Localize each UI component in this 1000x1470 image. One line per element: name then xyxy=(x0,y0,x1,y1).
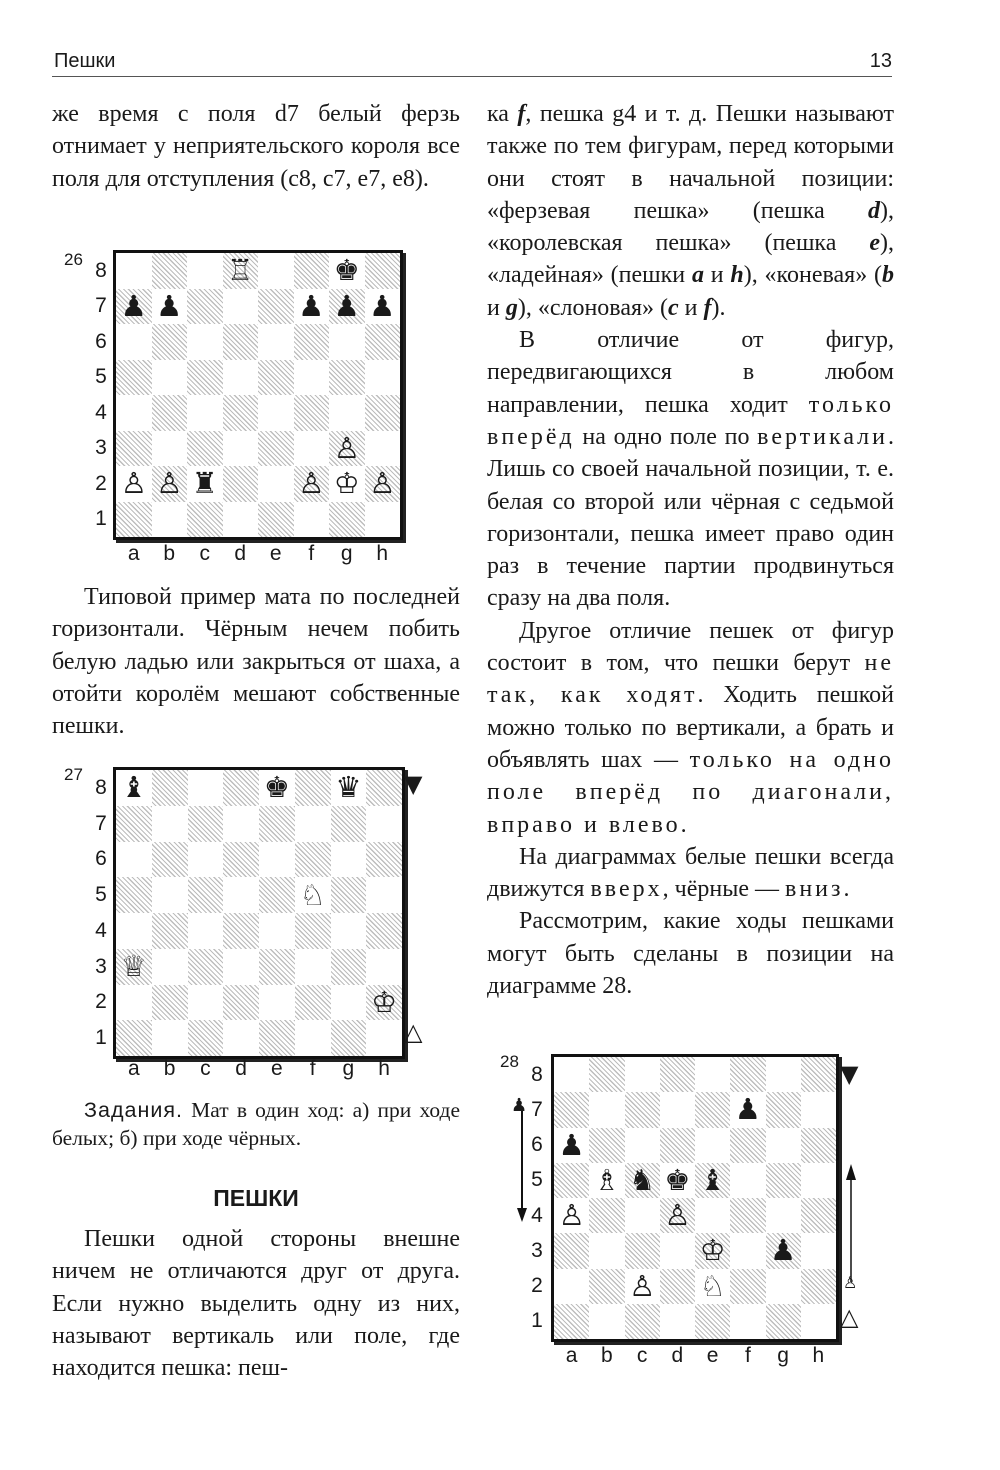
white-pawn-direction-icon: ♙ xyxy=(843,1273,858,1292)
diagram-number: 28 xyxy=(500,1052,519,1071)
rank-label: 8 xyxy=(95,258,107,282)
file-label: f xyxy=(744,1344,751,1367)
file-label: d xyxy=(671,1344,684,1367)
file-label: g xyxy=(777,1344,789,1367)
chess-piece: ♙ xyxy=(664,1198,691,1233)
file-label: e xyxy=(706,1344,719,1367)
chess-piece: ♟ xyxy=(558,1127,585,1162)
file-label: f xyxy=(309,1057,316,1080)
file-label: e xyxy=(269,542,282,565)
file-label: b xyxy=(601,1344,613,1367)
rank-label: 2 xyxy=(95,990,107,1014)
rank-label: 3 xyxy=(95,954,107,978)
task-label: Задания. xyxy=(84,1098,183,1122)
rank-label: 1 xyxy=(95,507,107,531)
chess-piece: ♙ xyxy=(558,1198,585,1233)
file-label: d xyxy=(234,542,247,565)
chess-piece: ♞ xyxy=(629,1162,656,1197)
paragraph: Другое отличие пешек от фигур состоит в том, что пешки берут не так, как ходят. Ходить пешкой можно только по вертикали, а брать и объявлять шах — только на одно поле вперёд по диагонали, вправо и влево. xyxy=(487,617,895,838)
rank-label: 5 xyxy=(95,365,107,389)
rank-label: 8 xyxy=(531,1062,543,1086)
rank-label: 5 xyxy=(531,1168,543,1192)
chess-piece: ♙ xyxy=(298,466,325,501)
chess-piece: ♙ xyxy=(369,466,396,501)
black-to-move-marker: ▼ xyxy=(404,770,423,798)
rank-label: 4 xyxy=(531,1203,543,1227)
file-label: g xyxy=(342,1057,355,1080)
rank-label: 2 xyxy=(531,1274,543,1298)
file-label: h xyxy=(376,542,389,565)
file-label: c xyxy=(199,542,210,565)
rank-label: 7 xyxy=(95,294,107,318)
chess-piece: ♖ xyxy=(227,253,254,288)
chess-piece: ♟ xyxy=(734,1092,761,1127)
chess-piece: ♟ xyxy=(770,1233,797,1268)
paragraph: ка f, пешка g4 и т. д. Пешки называют также по тем фигурам, перед которыми они стоят в начальной позиции: «ферзевая пешка» (пешка d), «королевская пешка» (пешка e), «ладейная» (пешки a и h), «коневая» (b и g), «слоновая» (c и f). xyxy=(487,101,894,321)
task-text: Мат в один ход: а) при ходе белых; б) при ходе чёрных. xyxy=(52,1098,460,1150)
chess-piece: ♝ xyxy=(120,770,147,805)
file-label: h xyxy=(812,1344,825,1367)
chess-piece: ♔ xyxy=(699,1233,726,1268)
paragraph: же время с поля d7 белый ферзь отнимает у неприятельского короля все поля для отступления (c8, c7, e7, e8). xyxy=(52,101,460,192)
file-label: b xyxy=(163,542,176,565)
rank-label: 8 xyxy=(95,775,107,799)
file-label: c xyxy=(636,1344,648,1367)
chess-piece: ♕ xyxy=(120,949,147,984)
chess-piece: ♟ xyxy=(298,288,325,323)
paragraph: На диаграммах белые пешки всегда движутся вверх, чёрные — вниз. xyxy=(487,843,894,903)
rank-label: 4 xyxy=(95,918,107,942)
chess-piece: ♛ xyxy=(335,770,362,805)
file-label: c xyxy=(200,1057,211,1080)
file-label: a xyxy=(127,542,140,565)
rank-label: 6 xyxy=(531,1133,543,1157)
chess-piece: ♗ xyxy=(593,1162,620,1197)
rank-label: 6 xyxy=(95,847,107,871)
chess-piece: ♘ xyxy=(699,1268,726,1303)
file-label: f xyxy=(308,542,315,565)
file-label: d xyxy=(235,1057,247,1080)
chess-piece: ♟ xyxy=(333,288,360,323)
chess-piece: ♟ xyxy=(120,288,147,323)
file-label: b xyxy=(163,1057,176,1080)
page-number: 13 xyxy=(869,50,892,72)
rank-label: 7 xyxy=(531,1097,543,1121)
file-label: e xyxy=(271,1057,283,1080)
section-heading: ПЕШКИ xyxy=(213,1185,299,1211)
chess-piece: ♝ xyxy=(699,1162,726,1197)
rank-label: 2 xyxy=(95,471,107,495)
arrowhead-down xyxy=(517,1208,527,1222)
diagram-number: 27 xyxy=(64,765,83,784)
chess-piece: ♔ xyxy=(333,466,360,501)
rank-label: 1 xyxy=(95,1026,107,1050)
white-to-move-marker: △ xyxy=(840,1303,859,1331)
rank-label: 4 xyxy=(95,400,107,424)
chess-piece: ♚ xyxy=(263,770,290,805)
chess-piece: ♙ xyxy=(333,430,360,465)
chess-piece: ♔ xyxy=(371,984,398,1019)
file-label: g xyxy=(340,542,353,565)
rank-label: 3 xyxy=(95,436,107,460)
chess-piece: ♙ xyxy=(156,466,183,501)
file-label: h xyxy=(378,1057,390,1080)
paragraph: Пешки одной стороны внешне ничем не отличаются друг от друга. Если нужно выделить одну из них, называют вертикаль или поле, где находится пешка: пеш- xyxy=(52,1226,460,1382)
file-label: a xyxy=(128,1057,140,1080)
diagram-number: 26 xyxy=(64,250,83,269)
chess-piece: ♟ xyxy=(369,288,396,323)
arrowhead-up xyxy=(846,1164,856,1180)
chess-piece: ♙ xyxy=(629,1268,656,1303)
black-pawn-direction-icon: ♟ xyxy=(511,1095,528,1116)
file-label: a xyxy=(565,1344,578,1367)
section-title: Пешки xyxy=(54,50,116,72)
chess-piece: ♚ xyxy=(664,1162,691,1197)
chess-piece: ♜ xyxy=(191,466,218,501)
paragraph: Рассмотрим, какие ходы пешками могут быть сделаны в позиции на диаграмме 28. xyxy=(487,908,894,1000)
paragraph: Типовой пример мата по последней горизонтали. Чёрным нечем побить белую ладью или закрыться от шаха, а отойти королём мешают собственные пешки. xyxy=(52,584,460,740)
rank-label: 6 xyxy=(95,329,107,353)
rank-label: 5 xyxy=(95,883,107,907)
chess-piece: ♚ xyxy=(333,253,360,288)
white-to-move-marker: △ xyxy=(404,1018,423,1046)
chess-piece: ♘ xyxy=(299,877,326,912)
chess-piece: ♙ xyxy=(120,466,147,501)
paragraph: В отличие от фигур, передвигающихся в любом направлении, пешка ходит только вперёд на одно поле по вертикали. Лишь со своей начальной позиции, т. е. белая со второй или чёрная с седьмой горизонтали, пешка имеет право один раз в течение партии продвинуться сразу на два поля. xyxy=(487,327,894,612)
rank-label: 1 xyxy=(531,1309,543,1333)
rank-label: 7 xyxy=(95,811,107,835)
chess-piece: ♟ xyxy=(156,288,183,323)
rank-label: 3 xyxy=(531,1238,543,1262)
black-to-move-marker: ▼ xyxy=(840,1060,859,1088)
